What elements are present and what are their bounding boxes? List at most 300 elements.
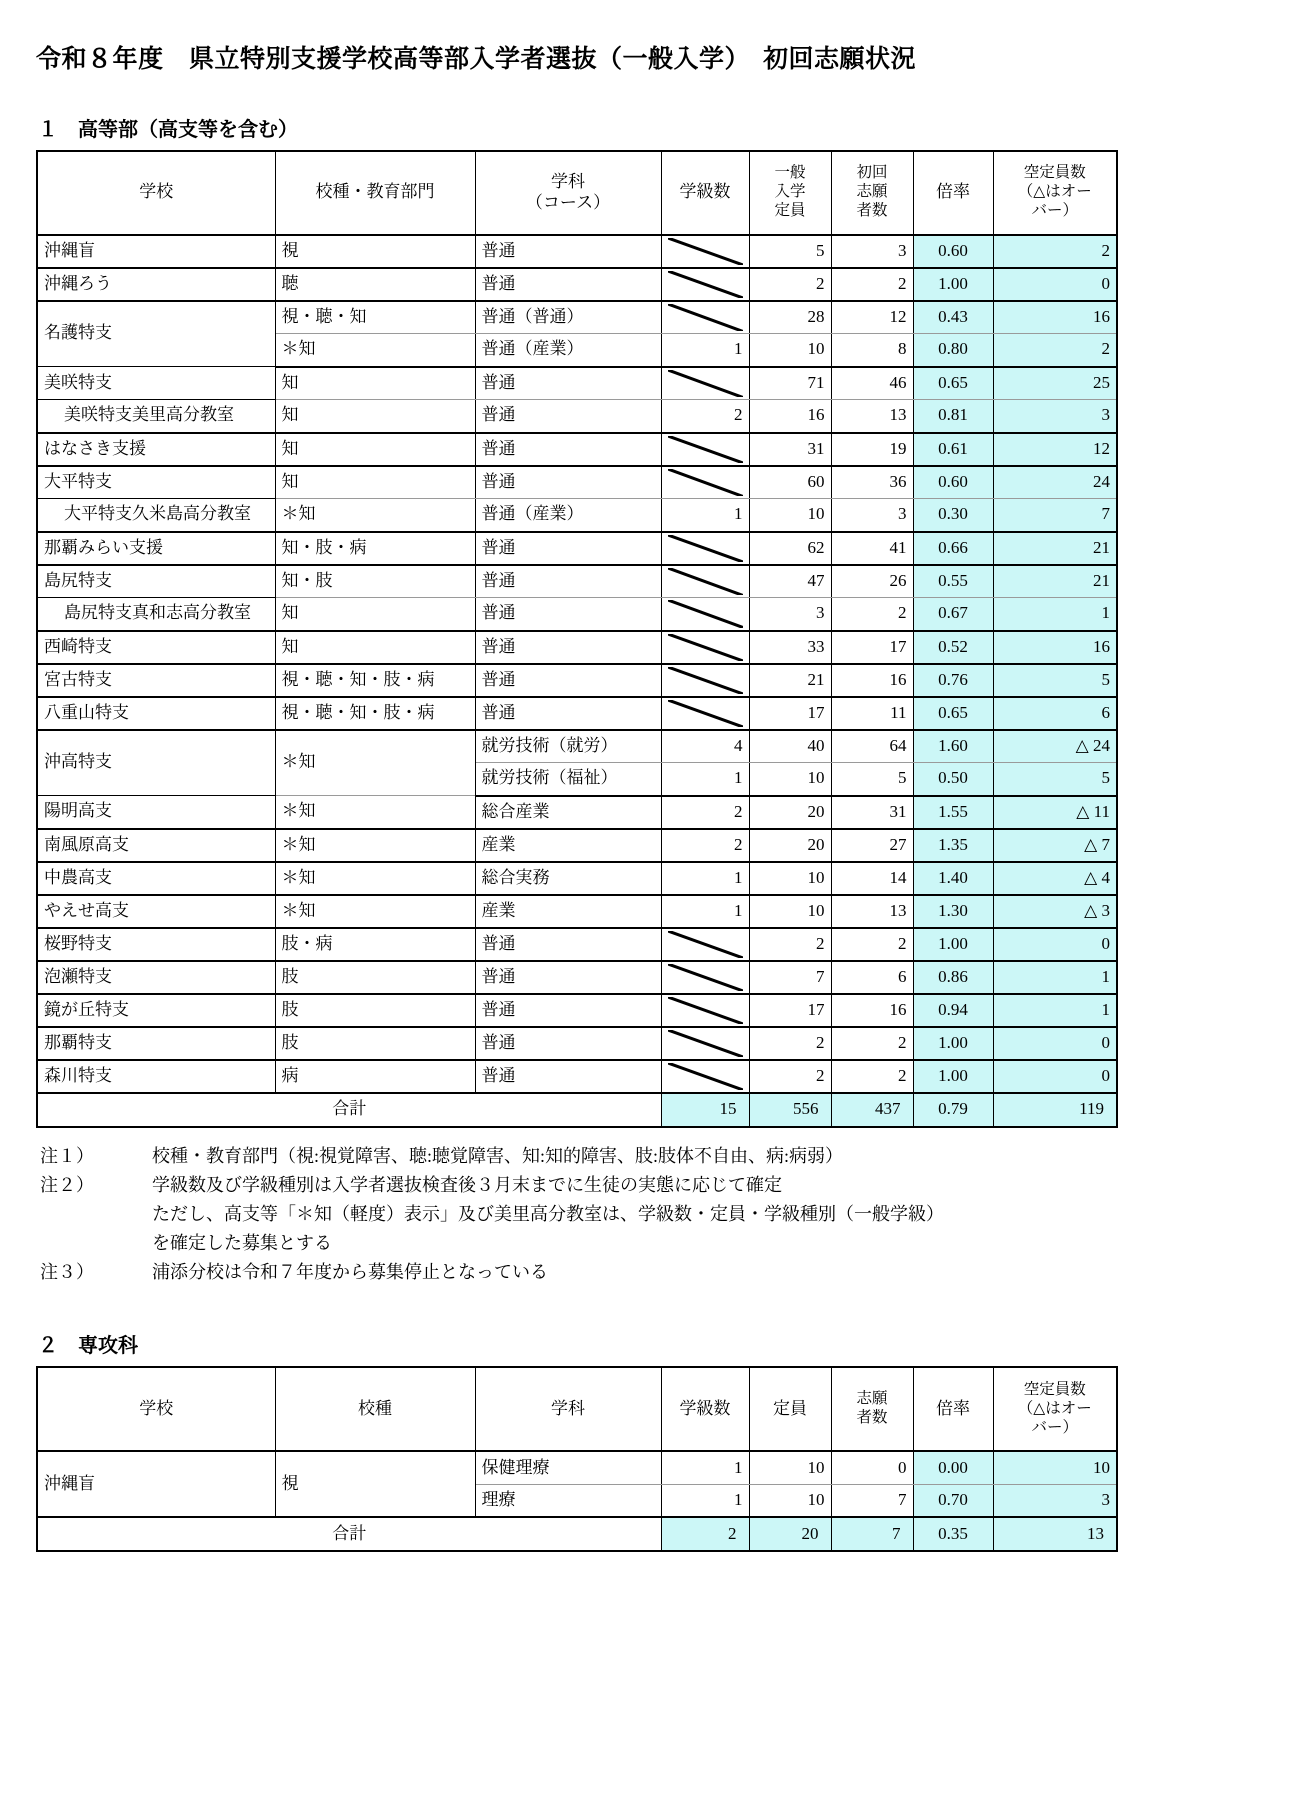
cell-quota: 10 [749,499,831,532]
total2-classes: 2 [661,1517,749,1551]
cell-vacant: 0 [993,1060,1117,1093]
header-vacant-line1: 空定員数 [1023,164,1086,182]
header-quota-line1: 一般 [774,164,806,182]
table-row [37,631,1117,664]
cell-applicants: 8 [831,334,913,367]
table-row [37,400,1117,433]
cell-ratio: 0.81 [913,400,993,433]
cell-ratio: 0.60 [913,235,993,268]
cell-kind: 聴 [275,268,475,301]
cell-school: 大平特支久米島高分教室 [37,499,275,532]
cell-school: 八重山特支 [37,697,275,730]
cell-school: 南風原高支 [37,829,275,862]
total2-row [37,1517,1117,1551]
cell-vacant: △ 4 [993,862,1117,895]
table-row [37,796,1117,829]
cell-kind: ＊知 [275,499,475,532]
cell-school: 沖縄盲 [37,235,275,268]
cell-course: 普通 [475,400,661,433]
cell-kind: 知 [275,466,475,499]
cell-quota: 47 [749,565,831,598]
table-header-row [37,151,1117,235]
header-course-line2: （コース） [525,192,611,212]
page-title: 令和８年度 県立特別支援学校高等部入学者選抜（一般入学） 初回志願状況 [36,46,917,73]
cell-applicants: 36 [831,466,913,499]
cell-vacant: 2 [993,235,1117,268]
cell-quota: 33 [749,631,831,664]
cell-school: 沖縄ろう [37,268,275,301]
section-2-heading: ２ 専攻科 [38,1335,138,1358]
cell-course: 普通 [475,1060,661,1093]
cell-quota: 21 [749,664,831,697]
table2-row [37,1451,1117,1484]
cell-classes: 2 [661,400,749,433]
cell-quota: 71 [749,367,831,400]
header2-school: 学校 [37,1367,275,1451]
cell-kind: ＊知 [275,730,475,796]
cell-ratio: 0.65 [913,367,993,400]
header2-course: 学科 [475,1367,661,1451]
cell2-applicants: 0 [831,1451,913,1484]
cell-course: 普通 [475,994,661,1027]
cell-ratio: 0.94 [913,994,993,1027]
cell-quota: 60 [749,466,831,499]
cell-quota: 2 [749,928,831,961]
cell-ratio: 0.30 [913,499,993,532]
note-continuation: を確定した募集とする [152,1232,332,1253]
cell-ratio: 0.76 [913,664,993,697]
table-row [37,466,1117,499]
header-vacant-line3: バー） [1031,201,1078,219]
cell-classes: 1 [661,862,749,895]
cell-applicants: 2 [831,1027,913,1060]
cell-vacant: 0 [993,928,1117,961]
cell-school: 中農高支 [37,862,275,895]
cell-school: 桜野特支 [37,928,275,961]
cell-vacant: 7 [993,499,1117,532]
cell2-ratio: 0.00 [913,1451,993,1484]
header2-applicants-line1: 志願 [856,1390,888,1408]
total-quota: 556 [749,1093,831,1127]
cell-course: 普通 [475,961,661,994]
cell-vacant: △ 24 [993,730,1117,763]
table-row [37,499,1117,532]
table-row [37,1027,1117,1060]
cell-vacant: 16 [993,301,1117,334]
cell-quota: 5 [749,235,831,268]
cell-ratio: 1.00 [913,1060,993,1093]
classes-not-applicable-cell [661,301,749,334]
cell-vacant: 25 [993,367,1117,400]
cell-ratio: 0.80 [913,334,993,367]
table-row [37,928,1117,961]
cell2-course: 理療 [475,1484,661,1517]
cell-applicants: 31 [831,796,913,829]
cell-applicants: 13 [831,895,913,928]
cell-applicants: 27 [831,829,913,862]
cell-course: 普通 [475,598,661,631]
cell-quota: 16 [749,400,831,433]
cell-quota: 2 [749,268,831,301]
cell-school: はなさき支援 [37,433,275,466]
classes-not-applicable-cell [661,268,749,301]
cell-kind: 視・聴・知 [275,301,475,334]
cell-vacant: △ 7 [993,829,1117,862]
note-label: 注１） [40,1145,94,1166]
cell2-school: 沖縄盲 [37,1451,275,1517]
cell-kind: 肢 [275,961,475,994]
cell-kind: ＊知 [275,796,475,829]
cell-ratio: 0.86 [913,961,993,994]
cell-applicants: 11 [831,697,913,730]
cell-school: 美咲特支美里高分教室 [37,400,275,433]
header-applicants-line3: 者数 [856,201,888,219]
cell-course: 普通 [475,367,661,400]
cell-applicants: 17 [831,631,913,664]
cell2-quota: 10 [749,1484,831,1517]
cell-quota: 17 [749,994,831,1027]
cell-ratio: 1.35 [913,829,993,862]
cell-ratio: 0.55 [913,565,993,598]
cell-school: 沖高特支 [37,730,275,796]
total-label: 合計 [37,1093,661,1127]
cell-applicants: 19 [831,433,913,466]
header2-quota: 定員 [749,1367,831,1451]
table-row [37,301,1117,334]
header2-classes: 学級数 [661,1367,749,1451]
classes-not-applicable-cell [661,631,749,664]
cell-ratio: 1.60 [913,730,993,763]
cell-ratio: 0.61 [913,433,993,466]
classes-not-applicable-cell [661,433,749,466]
note-1 [40,1142,1260,1171]
header2-vacant [993,1367,1117,1451]
total2-vacant: 13 [993,1517,1117,1551]
cell-kind: 知・肢 [275,565,475,598]
cell-vacant: △ 3 [993,895,1117,928]
classes-not-applicable-cell [661,565,749,598]
header-quota-line2: 入学 [774,183,806,201]
cell-applicants: 64 [831,730,913,763]
note-text: 校種・教育部門（視:視覚障害、聴:聴覚障害、知:知的障害、肢:肢体不自由、病:病弱） [152,1145,844,1166]
cell-kind: 肢・病 [275,928,475,961]
cell-course: 普通 [475,697,661,730]
cell-vacant: 16 [993,631,1117,664]
cell-school: 陽明高支 [37,796,275,829]
cell2-ratio: 0.70 [913,1484,993,1517]
koutoubu-table [36,150,1118,1128]
cell-school: 美咲特支 [37,367,275,400]
header2-vacant-line3: バー） [1031,1418,1078,1436]
header2-applicants [831,1367,913,1451]
cell-vacant: 5 [993,763,1117,796]
header-classes: 学級数 [661,151,749,235]
cell-classes: 2 [661,829,749,862]
cell-ratio: 0.67 [913,598,993,631]
header2-vacant-line1: 空定員数 [1023,1380,1086,1398]
header-vacant-line2: （△はオー [1017,183,1092,201]
cell-ratio: 0.60 [913,466,993,499]
cell-quota: 3 [749,598,831,631]
table-row [37,829,1117,862]
table-row [37,895,1117,928]
cell-course: 就労技術（福祉） [475,763,661,796]
header-vacant [993,151,1117,235]
table-row [37,1060,1117,1093]
cell2-vacant: 3 [993,1484,1117,1517]
note-label: 注２） [40,1174,94,1195]
cell-classes: 1 [661,763,749,796]
cell-ratio: 1.00 [913,1027,993,1060]
cell-quota: 7 [749,961,831,994]
cell-ratio: 1.00 [913,268,993,301]
cell-applicants: 6 [831,961,913,994]
classes-not-applicable-cell [661,532,749,565]
cell-applicants: 12 [831,301,913,334]
cell-ratio: 1.55 [913,796,993,829]
cell-kind: ＊知 [275,334,475,367]
table-row [37,565,1117,598]
table-row [37,235,1117,268]
total-row [37,1093,1117,1127]
cell-applicants: 2 [831,598,913,631]
cell-applicants: 16 [831,664,913,697]
table-row [37,730,1117,763]
cell-course: 普通 [475,268,661,301]
cell-school: 森川特支 [37,1060,275,1093]
cell-course: 普通（産業） [475,334,661,367]
cell-classes: 4 [661,730,749,763]
cell-course: 産業 [475,895,661,928]
classes-not-applicable-cell [661,466,749,499]
cell-school: 宮古特支 [37,664,275,697]
cell-vacant: 6 [993,697,1117,730]
cell2-vacant: 10 [993,1451,1117,1484]
cell-kind: 視・聴・知・肢・病 [275,697,475,730]
cell-kind: 知 [275,367,475,400]
cell-school: 名護特支 [37,301,275,367]
section-1-heading: １ 高等部（高支等を含む） [38,118,298,141]
classes-not-applicable-cell [661,1060,749,1093]
table-row [37,598,1117,631]
cell-vacant: 24 [993,466,1117,499]
cell-quota: 10 [749,334,831,367]
classes-not-applicable-cell [661,598,749,631]
cell-kind: 知 [275,433,475,466]
cell-school: 島尻特支真和志高分教室 [37,598,275,631]
cell-kind: 知・肢・病 [275,532,475,565]
cell-quota: 31 [749,433,831,466]
cell-ratio: 1.00 [913,928,993,961]
cell-vacant: 5 [993,664,1117,697]
cell-ratio: 1.40 [913,862,993,895]
note-text: 学級数及び学級種別は入学者選抜検査後３月末までに生徒の実態に応じて確定 [152,1174,782,1195]
cell2-kind: 視 [275,1451,475,1517]
cell-vacant: 1 [993,598,1117,631]
cell-ratio: 0.43 [913,301,993,334]
table-row [37,433,1117,466]
table-row [37,862,1117,895]
cell-kind: 視 [275,235,475,268]
cell-kind: 病 [275,1060,475,1093]
cell-quota: 10 [749,895,831,928]
cell-applicants: 14 [831,862,913,895]
cell-quota: 20 [749,796,831,829]
cell-school: 大平特支 [37,466,275,499]
cell-applicants: 26 [831,565,913,598]
cell-course: 普通 [475,631,661,664]
cell-applicants: 3 [831,235,913,268]
cell-classes: 1 [661,334,749,367]
classes-not-applicable-cell [661,697,749,730]
header-course [475,151,661,235]
classes-not-applicable-cell [661,235,749,268]
cell-applicants: 2 [831,928,913,961]
cell-course: 産業 [475,829,661,862]
note-2 [40,1171,1260,1200]
cell-school: 鏡が丘特支 [37,994,275,1027]
note-continuation: ただし、高支等「＊知（軽度）表示」及び美里高分教室は、学級数・定員・学級種別（一般学級） [152,1203,944,1224]
cell-course: 総合産業 [475,796,661,829]
header2-kind: 校種 [275,1367,475,1451]
cell2-applicants: 7 [831,1484,913,1517]
header-ratio: 倍率 [913,151,993,235]
cell-quota: 10 [749,862,831,895]
cell-quota: 10 [749,763,831,796]
cell-kind: ＊知 [275,895,475,928]
cell-course: 普通 [475,235,661,268]
cell-school: 泡瀬特支 [37,961,275,994]
cell-kind: 知 [275,631,475,664]
total-vacant: 119 [993,1093,1117,1127]
cell-course: 普通（産業） [475,499,661,532]
cell-ratio: 0.52 [913,631,993,664]
cell-kind: ＊知 [275,829,475,862]
cell-ratio: 0.66 [913,532,993,565]
table-row [37,367,1117,400]
classes-not-applicable-cell [661,928,749,961]
cell-applicants: 16 [831,994,913,1027]
cell-applicants: 41 [831,532,913,565]
cell-quota: 28 [749,301,831,334]
header-quota [749,151,831,235]
senkouka-table [36,1366,1118,1552]
header2-ratio: 倍率 [913,1367,993,1451]
classes-not-applicable-cell [661,961,749,994]
table2-header-row [37,1367,1117,1451]
cell-applicants: 5 [831,763,913,796]
cell-vacant: 12 [993,433,1117,466]
total-classes: 15 [661,1093,749,1127]
cell-school: やえせ高支 [37,895,275,928]
cell-school: 那覇特支 [37,1027,275,1060]
cell-kind: 知 [275,400,475,433]
cell-school: 西崎特支 [37,631,275,664]
cell-course: 総合実務 [475,862,661,895]
total-applicants: 437 [831,1093,913,1127]
cell-vacant: 3 [993,400,1117,433]
cell-vacant: 2 [993,334,1117,367]
cell-ratio: 0.50 [913,763,993,796]
classes-not-applicable-cell [661,1027,749,1060]
cell-quota: 2 [749,1060,831,1093]
cell-kind: 知 [275,598,475,631]
cell-classes: 2 [661,796,749,829]
cell-course: 普通 [475,466,661,499]
cell-quota: 20 [749,829,831,862]
note-text: 浦添分校は令和７年度から募集停止となっている [152,1262,548,1283]
cell-ratio: 1.30 [913,895,993,928]
total2-ratio: 0.35 [913,1517,993,1551]
cell-course: 普通 [475,565,661,598]
cell2-quota: 10 [749,1451,831,1484]
header-applicants [831,151,913,235]
cell-quota: 17 [749,697,831,730]
classes-not-applicable-cell [661,367,749,400]
cell-vacant: 1 [993,994,1117,1027]
cell-applicants: 13 [831,400,913,433]
notes-block [40,1142,1260,1288]
cell-course: 普通 [475,532,661,565]
cell-classes: 1 [661,895,749,928]
header-applicants-line1: 初回 [856,164,888,182]
table-row [37,664,1117,697]
cell-quota: 40 [749,730,831,763]
cell-quota: 2 [749,1027,831,1060]
total2-label: 合計 [37,1517,661,1551]
cell-course: 就労技術（就労） [475,730,661,763]
cell-school: 那覇みらい支援 [37,532,275,565]
table-row [37,994,1117,1027]
cell-vacant: 21 [993,532,1117,565]
header-quota-line3: 定員 [774,201,806,219]
cell-ratio: 0.65 [913,697,993,730]
cell2-classes: 1 [661,1451,749,1484]
total2-quota: 20 [749,1517,831,1551]
cell-vacant: △ 11 [993,796,1117,829]
cell-course: 普通（普通） [475,301,661,334]
table-row [37,268,1117,301]
cell-vacant: 0 [993,268,1117,301]
note-3 [40,1258,1260,1287]
header2-applicants-line2: 者数 [856,1409,888,1427]
table-row [37,697,1117,730]
header-course-line1: 学科 [551,171,585,191]
cell-course: 普通 [475,1027,661,1060]
header-kind: 校種・教育部門 [275,151,475,235]
cell-applicants: 46 [831,367,913,400]
cell-quota: 62 [749,532,831,565]
cell-school: 島尻特支 [37,565,275,598]
cell2-classes: 1 [661,1484,749,1517]
note-label: 注３） [40,1262,94,1283]
cell-vacant: 0 [993,1027,1117,1060]
cell-applicants: 2 [831,268,913,301]
total-ratio: 0.79 [913,1093,993,1127]
cell-vacant: 21 [993,565,1117,598]
cell-kind: 肢 [275,994,475,1027]
cell-kind: ＊知 [275,862,475,895]
cell2-course: 保健理療 [475,1451,661,1484]
cell-course: 普通 [475,928,661,961]
table-row [37,532,1117,565]
cell-course: 普通 [475,433,661,466]
cell-applicants: 3 [831,499,913,532]
classes-not-applicable-cell [661,664,749,697]
table-row [37,961,1117,994]
cell-kind: 視・聴・知・肢・病 [275,664,475,697]
cell-classes: 1 [661,499,749,532]
